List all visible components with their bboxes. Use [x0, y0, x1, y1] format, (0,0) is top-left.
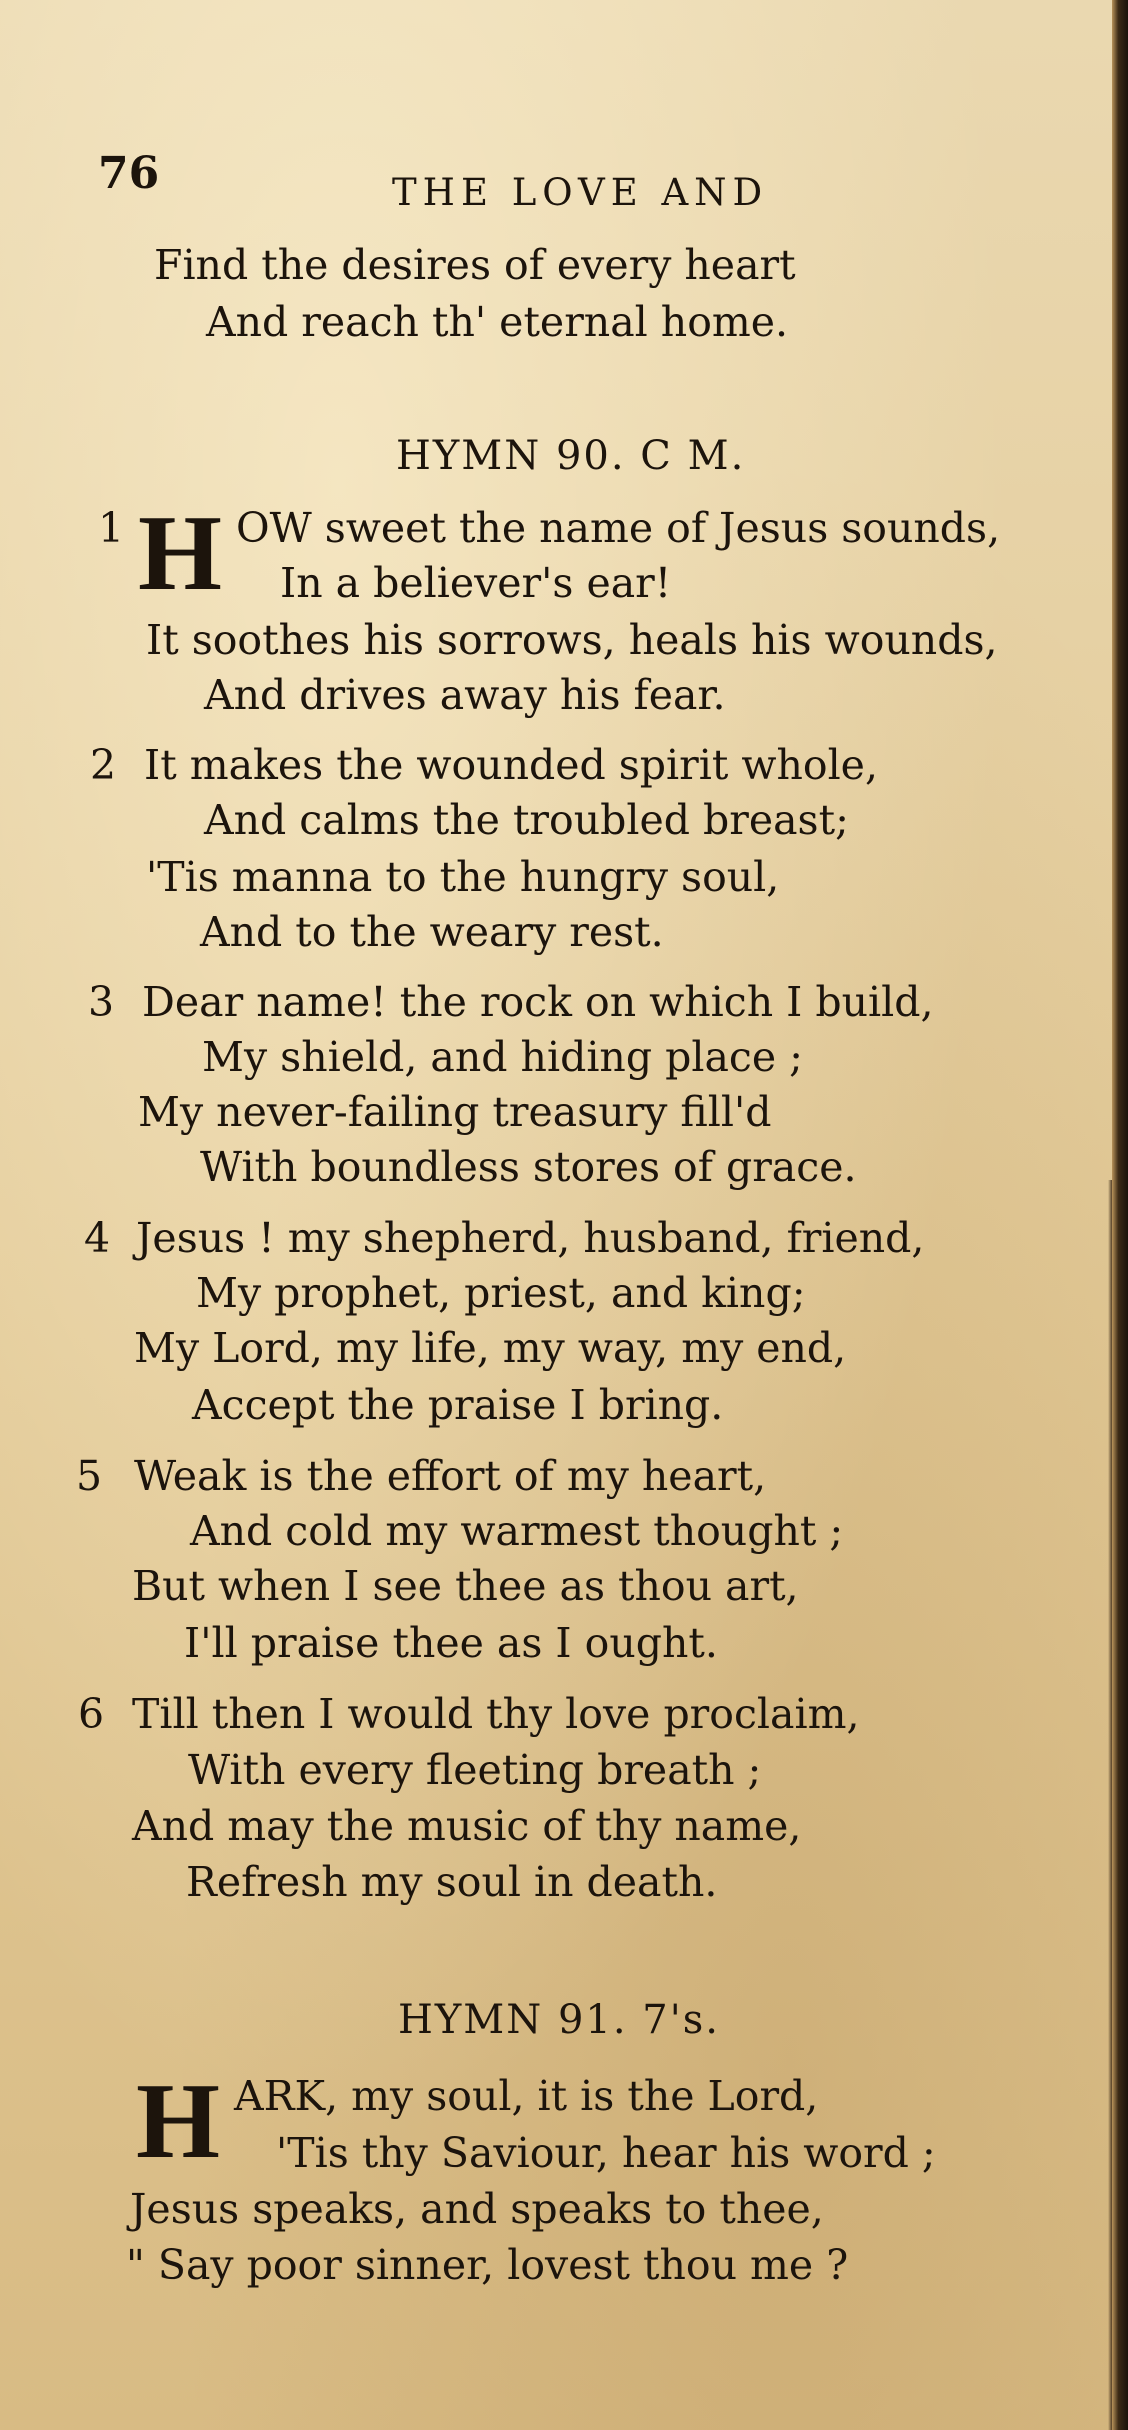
verse-2-line-1: It makes the wounded spirit whole, — [144, 741, 878, 789]
verse-5-line-4: I'll praise thee as I ought. — [184, 1619, 718, 1667]
running-title: THE LOVE AND — [392, 171, 769, 214]
verse-6-line-4: Refresh my soul in death. — [186, 1858, 718, 1906]
hymn-91-line-4: " Say poor sinner, lovest thou me ? — [126, 2241, 849, 2289]
prev-hymn-line-1: Find the desires of every heart — [154, 241, 796, 289]
hymn-91-drop-cap: H — [136, 2062, 221, 2181]
verse-4-line-1: Jesus ! my shepherd, husband, friend, — [136, 1214, 925, 1262]
verse-2-number: 2 — [90, 741, 117, 789]
verse-2-line-4: And to the weary rest. — [200, 908, 664, 956]
verse-6-line-3: And may the music of thy name, — [132, 1802, 802, 1850]
verse-4-line-3: My Lord, my life, my way, my end, — [134, 1324, 847, 1372]
verse-2-line-2: And calms the troubled breast; — [204, 796, 849, 844]
verse-5-line-1: Weak is the effort of my heart, — [134, 1452, 767, 1500]
verse-5-line-3: But when I see thee as thou art, — [132, 1562, 799, 1610]
verse-1-number: 1 — [98, 504, 125, 552]
verse-1-line-4: And drives away his fear. — [204, 671, 726, 719]
verse-6-line-1: Till then I would thy love proclaim, — [132, 1690, 860, 1738]
hymn-90-drop-cap: H — [138, 494, 223, 613]
verse-4-line-4: Accept the praise I bring. — [192, 1381, 724, 1429]
verse-3-line-2: My shield, and hiding place ; — [202, 1033, 803, 1081]
hymn-91-line-1: ARK, my soul, it is the Lord, — [234, 2072, 819, 2120]
verse-4-line-2: My prophet, priest, and king; — [196, 1269, 806, 1317]
prev-hymn-line-2: And reach th' eternal home. — [206, 298, 789, 346]
page-edge-shadow — [1112, 0, 1128, 2430]
verse-6-line-2: With every fleeting breath ; — [188, 1746, 762, 1794]
verse-5-number: 5 — [76, 1452, 103, 1500]
verse-1-line-1: OW sweet the name of Jesus sounds, — [236, 504, 1001, 552]
verse-4-number: 4 — [84, 1214, 111, 1262]
hymn-91-line-2: 'Tis thy Saviour, hear his word ; — [276, 2129, 936, 2177]
hymn-90-title: HYMN 90. C M. — [396, 433, 746, 479]
verse-2-line-3: 'Tis manna to the hungry soul, — [146, 853, 780, 901]
verse-3-line-3: My never-failing treasury fill'd — [138, 1088, 772, 1136]
verse-5-line-2: And cold my warmest thought ; — [190, 1507, 844, 1555]
verse-3-line-1: Dear name! the rock on which I build, — [142, 978, 934, 1026]
verse-3-line-4: With boundless stores of grace. — [200, 1143, 857, 1191]
page-binding-shadow — [1108, 1180, 1112, 2430]
verse-3-number: 3 — [88, 978, 115, 1026]
verse-6-number: 6 — [78, 1690, 105, 1738]
hymn-91-title: HYMN 91. 7's. — [398, 1997, 720, 2043]
verse-1-line-3: It soothes his sorrows, heals his wounds, — [146, 616, 998, 664]
verse-1-line-2: In a believer's ear! — [280, 559, 672, 607]
hymn-91-line-3: Jesus speaks, and speaks to thee, — [130, 2185, 824, 2233]
page-number: 76 — [98, 148, 160, 199]
